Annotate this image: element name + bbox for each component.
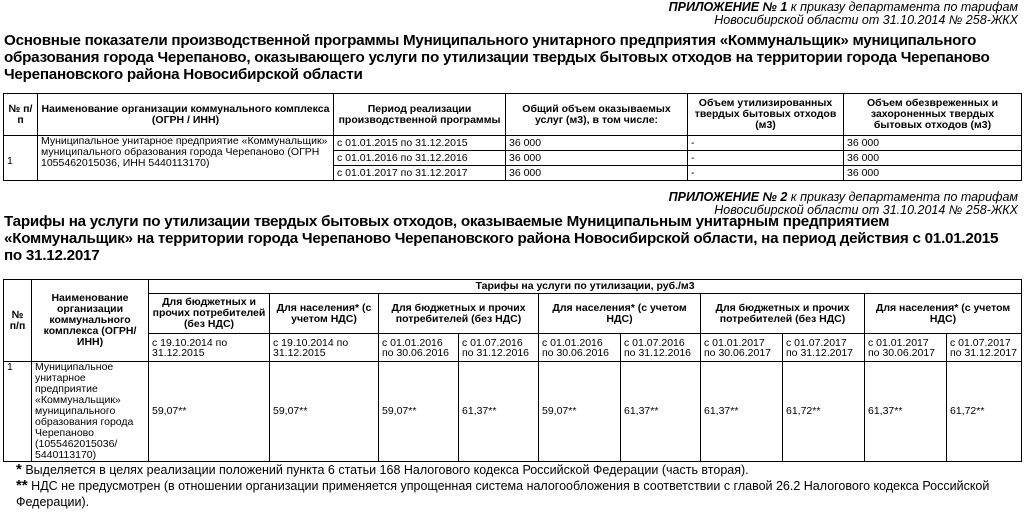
volume-cell: 36 000 (506, 136, 688, 151)
volume-cell: 36 000 (506, 151, 688, 166)
appendix-1-suffix: к приказу департамента по тарифам (790, 0, 1018, 14)
col-header-volume: Общий объем оказываемых услуг (м3), в том числе: (506, 94, 688, 136)
period-header: с 01.01.2016 по 30.06.2016 (379, 334, 459, 362)
appendix-1-label: ПРИЛОЖЕНИЕ № 1 (668, 0, 788, 14)
category-header: Для населения* (с учетом НДС) (270, 294, 379, 334)
period-header: с 01.01.2017 по 30.06.2017 (701, 334, 783, 362)
category-header: Для бюджетных и прочих потребителей (без НДС) (149, 294, 270, 334)
col-header-org: Наименование организации коммунального комплекса (ОГРН / ИНН) (38, 94, 334, 136)
disposed-cell: 36 000 (844, 136, 1022, 151)
tariff-value: 61,72** (783, 362, 865, 462)
table-header-row (4, 94, 1022, 136)
tariff-value: 61,37** (865, 362, 947, 462)
category-header: Для бюджетных и прочих потребителей (без НДС) (701, 294, 865, 334)
period-cell: с 01.01.2017 по 31.12.2017 (334, 166, 506, 181)
utilized-cell: - (688, 166, 844, 181)
disposed-cell: 36 000 (844, 166, 1022, 181)
tariff-value: 61,72** (947, 362, 1022, 462)
production-program-table (3, 93, 1022, 181)
col-header-num: № п/п (4, 280, 32, 362)
footnote-2 (16, 478, 1020, 510)
appendix-2-order-line: Новосибирской области от 31.10.2014 № 258-ЖКХ (714, 203, 1018, 217)
footnote-1 (16, 462, 1020, 478)
appendix-1-order-line: Новосибирской области от 31.10.2014 № 258-ЖКХ (714, 13, 1018, 27)
footnote-2-mark: ** (16, 477, 28, 494)
tariff-value: 61,37** (459, 362, 539, 462)
org-name: Муниципальное унитарное предприятие «Коммунальщик» муниципального образования города Черепаново (ОГРН 1055462015036, ИНН 5440113170) (38, 136, 334, 181)
period-cell: с 01.01.2015 по 31.12.2015 (334, 136, 506, 151)
tariffs-table (3, 279, 1022, 462)
tariff-value: 59,07** (149, 362, 270, 462)
period-header: с 01.07.2017 по 31.12.2017 (947, 334, 1022, 362)
appendix-2-label: ПРИЛОЖЕНИЕ № 2 (668, 190, 788, 204)
tariff-value: 59,07** (539, 362, 621, 462)
category-header: Для населения* (с учетом НДС) (539, 294, 701, 334)
tariff-category-row (4, 294, 1022, 334)
category-header: Для бюджетных и прочих потребителей (без НДС) (379, 294, 539, 334)
utilized-cell: - (688, 136, 844, 151)
col-header-num: № п/п (4, 94, 38, 136)
footnote-2-text: НДС не предусмотрен (в отношении организации применяется упрощенная система налогообложения в соответствии с главой 26.2 Налогового кодекса Российской Федерации). (16, 479, 990, 509)
footnote-1-mark: * (16, 461, 22, 478)
tariff-value: 61,37** (701, 362, 783, 462)
tariff-value: 59,07** (270, 362, 379, 462)
period-header: с 01.07.2016 по 31.12.2016 (621, 334, 701, 362)
appendix-2-suffix: к приказу департамента по тарифам (790, 190, 1018, 204)
volume-cell: 36 000 (506, 166, 688, 181)
col-header-period: Период реализации производственной программы (334, 94, 506, 136)
period-header: с 19.10.2014 по 31.12.2015 (149, 334, 270, 362)
table-row (4, 136, 1022, 151)
col-header-disposed: Объем обезвреженных и захороненных твердых бытовых отходов (м3) (844, 94, 1022, 136)
col-header-utilized: Объем утилизированных твердых бытовых отходов (м3) (688, 94, 844, 136)
org-name: Муниципальное унитарное предприятие «Коммунальщик» муниципального образования города Черепаново (1055462015036/ 5440113170) (32, 362, 149, 462)
period-header: с 01.07.2016 по 31.12.2016 (459, 334, 539, 362)
tariffs-title: Тарифы на услуги по утилизации твердых бытовых отходов, оказываемые Муниципальным унитарным предприятием «Коммунальщик» на территории города Черепаново Черепановского района Новосибирской области, на период действия с 01.01.2015 по 31.12.2017 (4, 213, 999, 264)
tariff-header-row (4, 280, 1022, 294)
disposed-cell: 36 000 (844, 151, 1022, 166)
tariff-period-row (4, 334, 1022, 362)
appendix-1-header (458, 1, 1018, 27)
row-num: 1 (4, 136, 38, 181)
period-cell: с 01.01.2016 по 31.12.2016 (334, 151, 506, 166)
col-header-org: Наименование организации коммунального комплекса (ОГРН/ИНН) (32, 280, 149, 362)
tariff-value: 61,37** (621, 362, 701, 462)
production-program-title: Основные показатели производственной программы Муниципального унитарного предприятия «Коммунальщик» муниципального образования города Черепаново, оказывающего услуги по утилизации твердых бытовых отходов на территории города Черепаново Черепановского района Новосибирской области (4, 32, 990, 83)
tariff-group-header: Тарифы на услуги по утилизации, руб./м3 (149, 280, 1022, 294)
period-header: с 01.01.2016 по 30.06.2016 (539, 334, 621, 362)
tariff-value: 59,07** (379, 362, 459, 462)
category-header: Для населения* (с учетом НДС) (865, 294, 1022, 334)
table-row (4, 362, 1022, 462)
period-header: с 01.01.2017 по 30.06.2017 (865, 334, 947, 362)
row-num: 1 (4, 362, 32, 462)
period-header: с 01.07.2017 по 31.12.2017 (783, 334, 865, 362)
footnote-1-text: Выделяется в целях реализации положений пункта 6 статьи 168 Налогового кодекса Российской Федерации (часть вторая). (25, 463, 749, 477)
utilized-cell: - (688, 151, 844, 166)
period-header: с 19.10.2014 по 31.12.2015 (270, 334, 379, 362)
footnotes (16, 462, 1020, 510)
